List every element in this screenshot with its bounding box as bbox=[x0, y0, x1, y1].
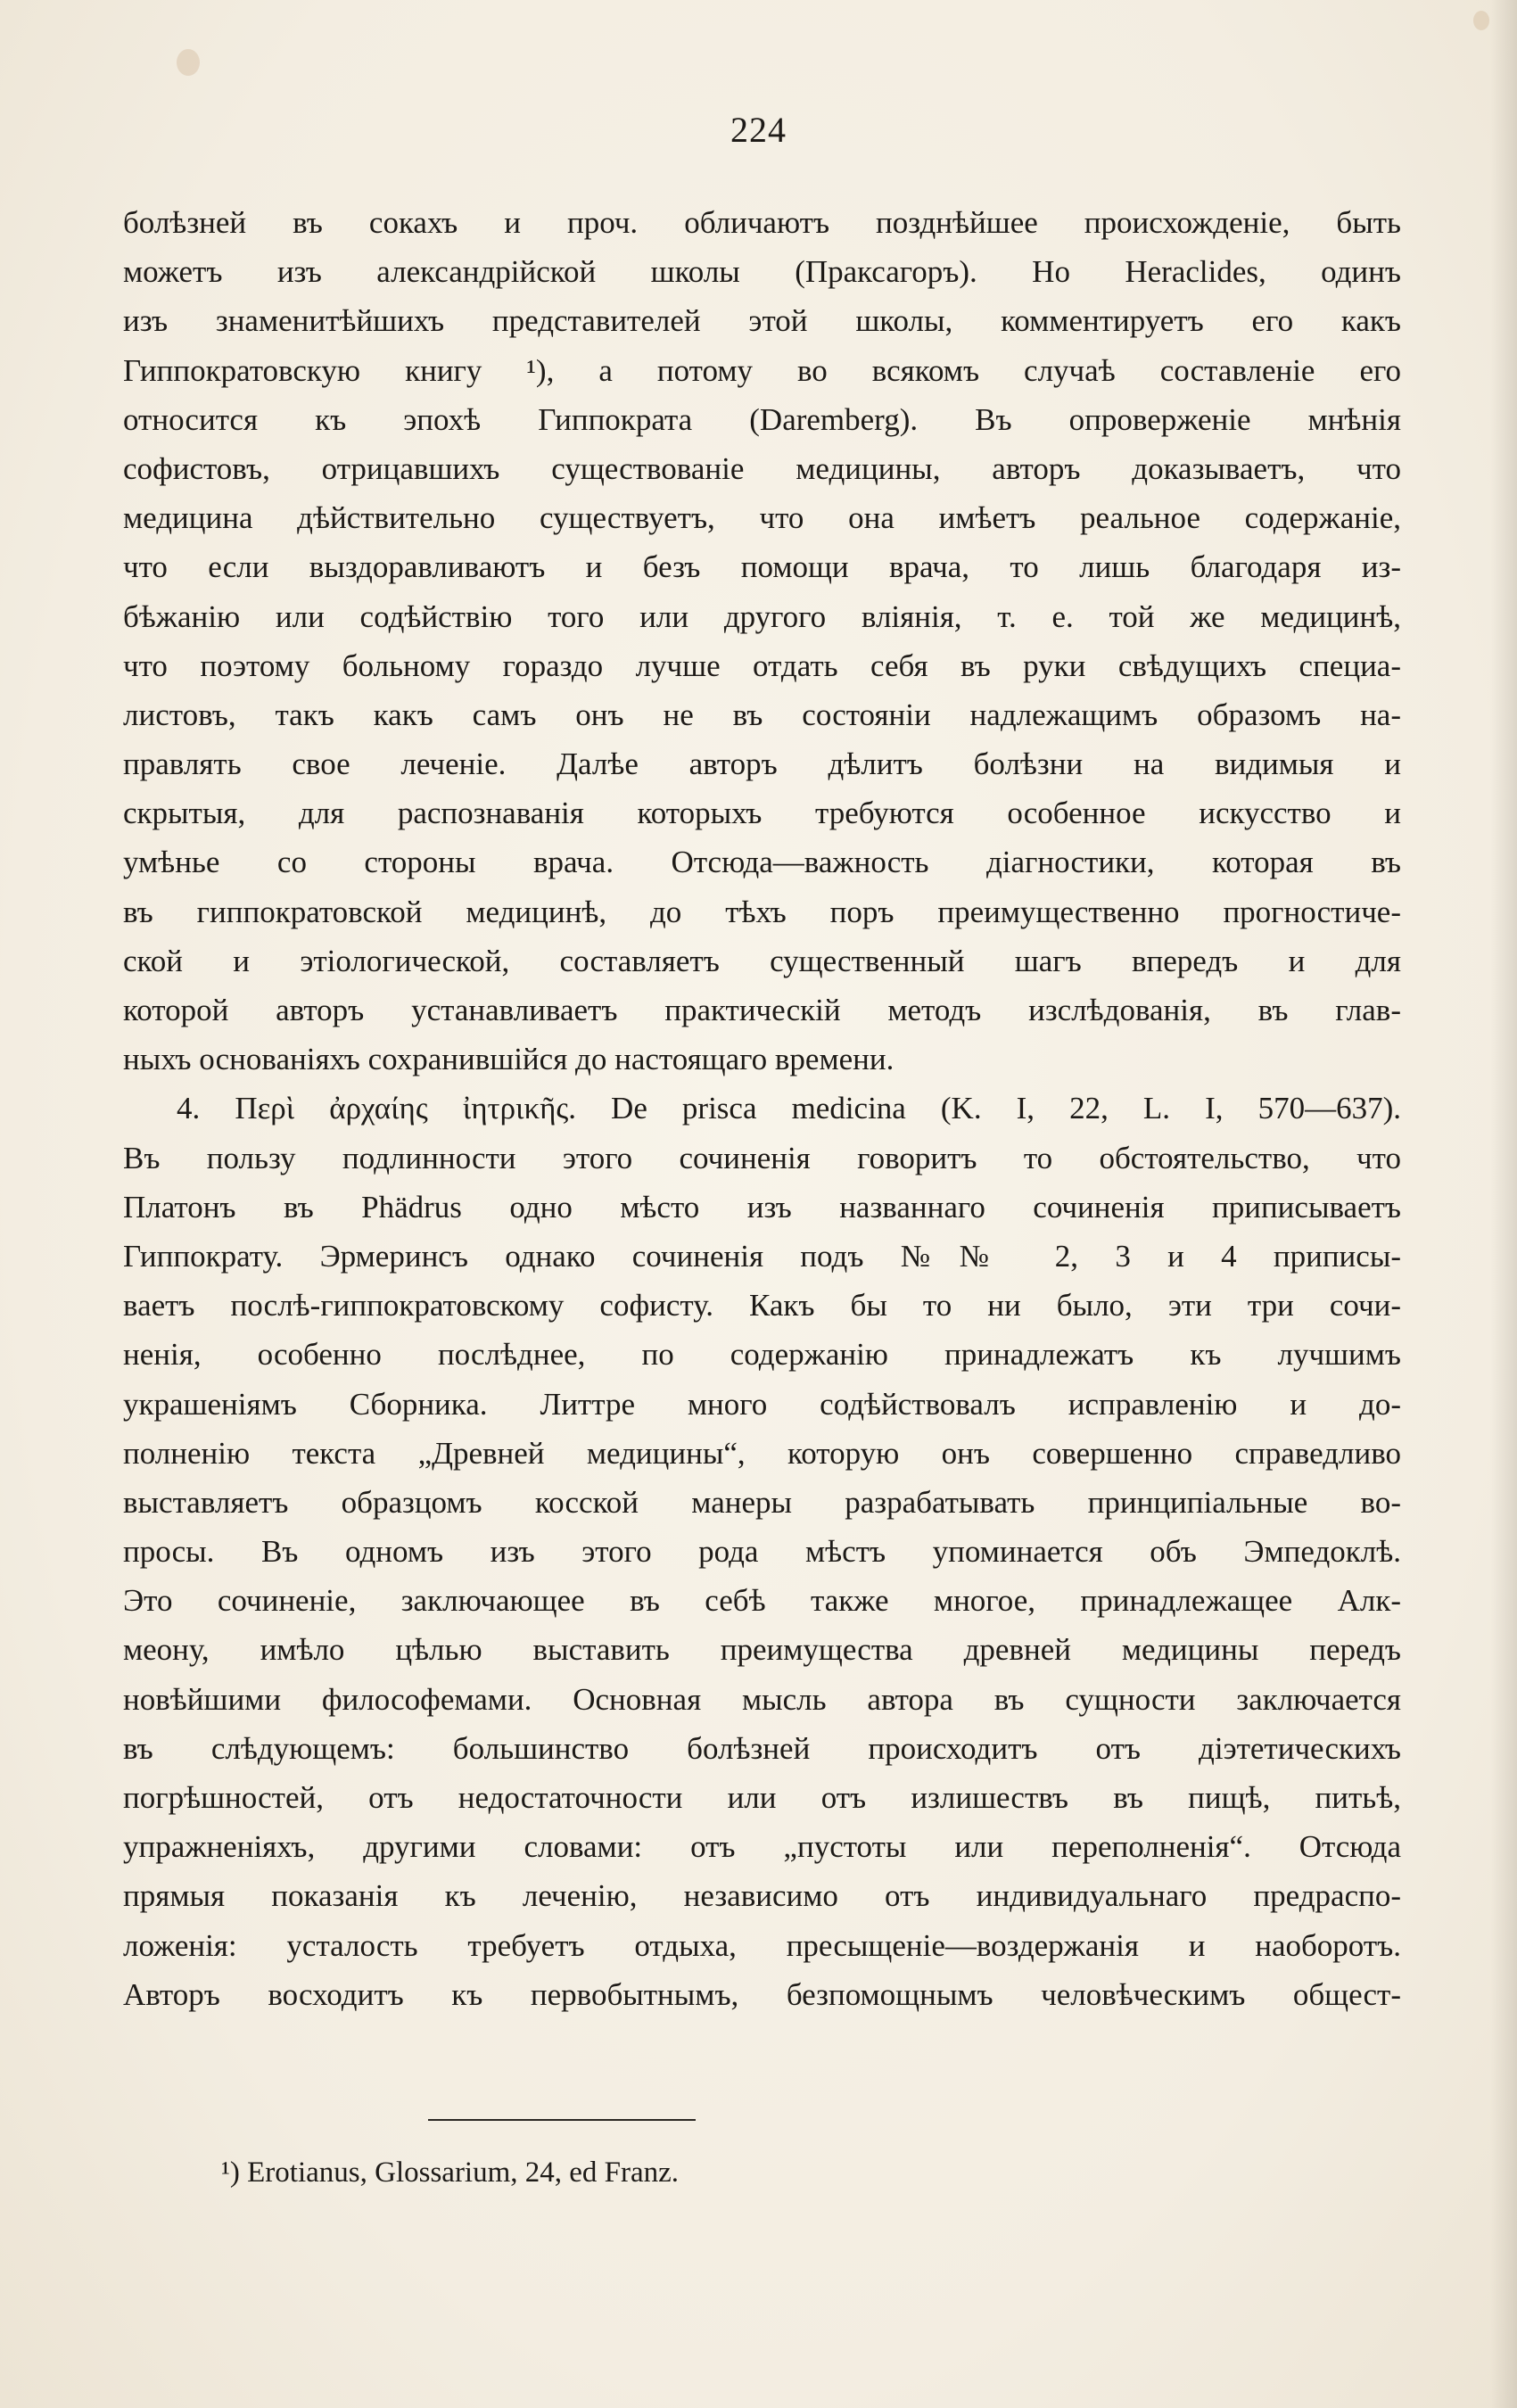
text-line: которой авторъ устанавливаетъ практическій методъ изслѣдованія, въ глав- bbox=[123, 993, 1401, 1027]
text-line: погрѣшностей, отъ недостаточности или отъ излишествъ въ пищѣ, питьѣ, bbox=[123, 1780, 1401, 1815]
text-line: что если выздоравливаютъ и безъ помощи врача, то лишь благодаря из- bbox=[123, 549, 1401, 585]
text-line: прямыя показанія къ леченію, независимо отъ индивидуальнаго предраспо- bbox=[123, 1878, 1401, 1914]
text-line: ненія, особенно послѣднее, по содержанію принадлежатъ къ лучшимъ bbox=[123, 1337, 1401, 1373]
paper-stain bbox=[1473, 11, 1489, 30]
body-text bbox=[123, 198, 1401, 2019]
text-line: меону, имѣло цѣлью выставить преимущества древней медицины передъ bbox=[123, 1632, 1401, 1668]
text-line: Гиппократовскую книгу ¹), а потому во всякомъ случаѣ составленіе его bbox=[123, 352, 1401, 388]
text-line: выставляетъ образцомъ косской манеры разрабатывать принципіальные во- bbox=[123, 1484, 1401, 1520]
text-line: Гиппократу. Эрмеринсъ однако сочиненія подъ №№ 2, 3 и 4 приписы- bbox=[123, 1238, 1401, 1274]
text-line: листовъ, такъ какъ самъ онъ не въ состояніи надлежащимъ образомъ на- bbox=[123, 697, 1401, 732]
paper-stain bbox=[177, 49, 200, 76]
text-line: просы. Въ одномъ изъ этого рода мѣстъ упоминается объ Эмпедоклѣ. bbox=[123, 1534, 1401, 1570]
text-line: относится къ эпохѣ Гиппократа (Daremberg). Въ опроверженіе мнѣнія bbox=[123, 401, 1401, 437]
text-line: правлять свое леченіе. Далѣе авторъ дѣлитъ болѣзни на видимыя и bbox=[123, 746, 1401, 782]
section-heading-line: 4. Περὶ ἀρχαίης ἰητρικῆς. De prisca medicina (K. I, 22, L. I, 570—637). bbox=[177, 1091, 1401, 1126]
text-line: Платонъ въ Phädrus одно мѣсто изъ названнаго сочиненія приписываетъ bbox=[123, 1189, 1401, 1225]
text-line: ваетъ послѣ-гиппократовскому софисту. Какъ бы то ни было, эти три сочи- bbox=[123, 1288, 1401, 1324]
text-line: бѣжанію или содѣйствію того или другого вліянія, т. е. той же медицинѣ, bbox=[123, 598, 1401, 634]
text-line: Авторъ восходитъ къ первобытнымъ, безпомощнымъ человѣческимъ общест- bbox=[123, 1976, 1401, 2012]
text-line: ской и этіологической, составляетъ существенный шагъ впередъ и для bbox=[123, 943, 1401, 978]
text-line: изъ знаменитѣйшихъ представителей этой школы, комментируетъ его какъ bbox=[123, 303, 1401, 339]
text-line: медицина дѣйствительно существуетъ, что она имѣетъ реальное содержаніе, bbox=[123, 500, 1401, 536]
text-line: упражненіяхъ, другими словами: отъ „пустоты или переполненія“. Отсюда bbox=[123, 1829, 1401, 1865]
text-line: можетъ изъ александрійской школы (Праксагоръ). Но Heraclides, одинъ bbox=[123, 254, 1401, 290]
text-line: что поэтому больному гораздо лучше отдать себя въ руки свѣдущихъ специа- bbox=[123, 647, 1401, 683]
text-line: Это сочиненіе, заключающее въ себѣ также многое, принадлежащее Алк- bbox=[123, 1583, 1401, 1619]
text-line: Въ пользу подлинности этого сочиненія говоритъ то обстоятельство, что bbox=[123, 1140, 1401, 1175]
text-line: ныхъ основаніяхъ сохранившійся до настоящаго времени. bbox=[123, 1042, 895, 1077]
text-line: ложенія: усталость требуетъ отдыха, пресыщеніе—воздержанія и наоборотъ. bbox=[123, 1927, 1401, 1963]
footnote: ¹) Erotianus, Glossarium, 24, ed Franz. bbox=[221, 2156, 680, 2189]
text-line: умѣнье со стороны врача. Отсюда—важность діагностики, которая въ bbox=[123, 845, 1401, 880]
text-line: въ слѣдующемъ: большинство болѣзней происходитъ отъ діэтетическихъ bbox=[123, 1730, 1401, 1766]
text-line: болѣзней въ сокахъ и проч. обличаютъ позднѣйшее происхожденіе, быть bbox=[123, 205, 1401, 240]
page-edge-shadow bbox=[1490, 0, 1517, 2408]
text-line: украшеніямъ Сборника. Литтре много содѣйствовалъ исправленію и до- bbox=[123, 1386, 1401, 1422]
text-line: скрытыя, для распознаванія которыхъ требуются особенное искусство и bbox=[123, 796, 1401, 831]
text-line: полненію текста „Древней медицины“, которую онъ совершенно справедливо bbox=[123, 1435, 1401, 1471]
text-line: софистовъ, отрицавшихъ существованіе медицины, авторъ доказываетъ, что bbox=[123, 450, 1401, 486]
text-line: новѣйшими философемами. Основная мысль автора въ сущности заключается bbox=[123, 1681, 1401, 1717]
page-number: 224 bbox=[730, 110, 787, 150]
footnote-divider bbox=[428, 2119, 696, 2121]
text-line: въ гиппократовской медицинѣ, до тѣхъ поръ преимущественно прогностиче- bbox=[123, 894, 1401, 929]
